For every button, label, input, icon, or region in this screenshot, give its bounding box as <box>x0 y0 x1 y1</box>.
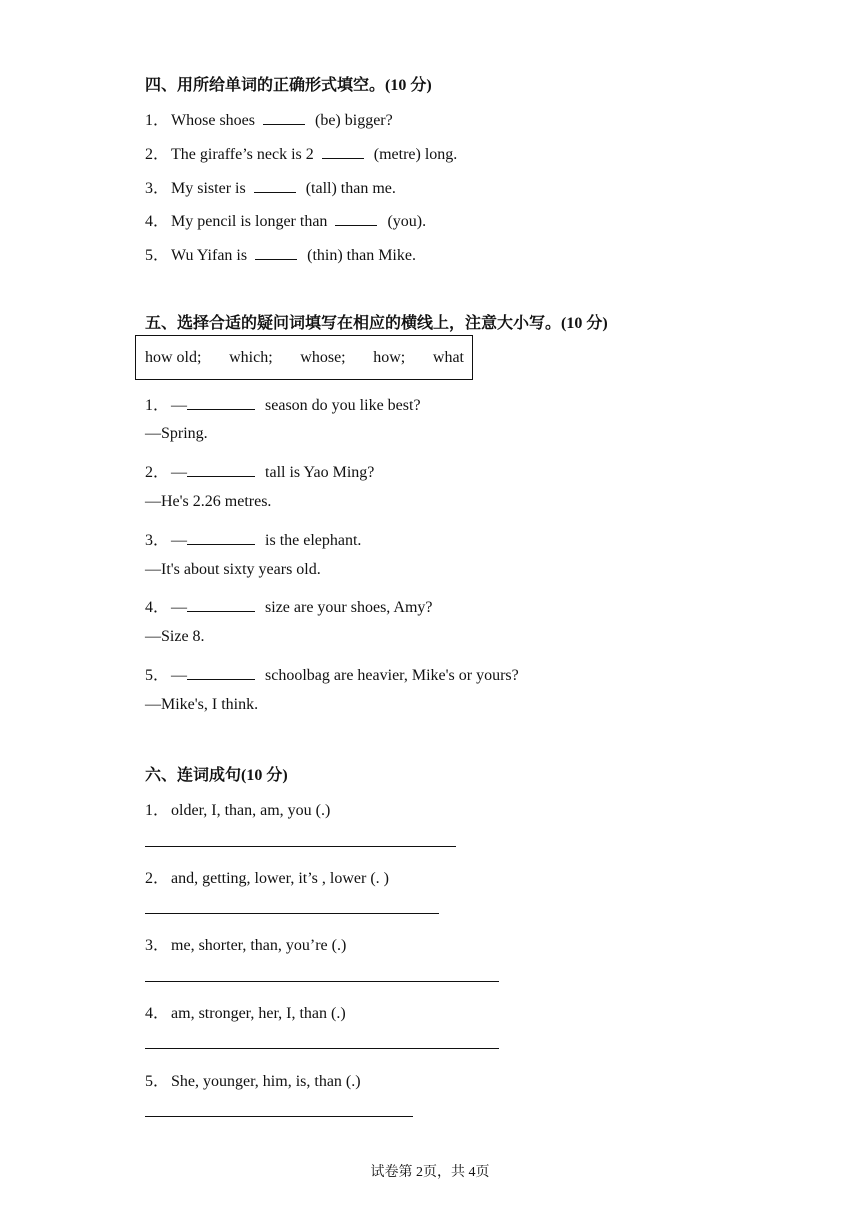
word-bank-item: how old; <box>145 348 202 366</box>
s4-question-3 <box>145 175 396 198</box>
answer-line[interactable] <box>145 981 499 982</box>
question-number: 2． <box>145 870 170 887</box>
answer-line[interactable] <box>145 1116 413 1117</box>
question-text: season do you like best? <box>265 397 421 414</box>
s5-question-1: 1． — season do you like best? <box>145 397 421 414</box>
fill-blank[interactable] <box>187 667 255 680</box>
question-text: My pencil is longer than <box>171 213 328 230</box>
question-hint: (be) bigger? <box>315 112 393 129</box>
s4-question-4 <box>145 208 426 231</box>
word-bank-item: what <box>432 348 464 366</box>
question-number: 4． <box>145 599 170 616</box>
answer-line[interactable] <box>145 846 456 847</box>
s4-question-1 <box>145 107 393 130</box>
fill-blank[interactable] <box>263 112 305 125</box>
s5-answer-1: —Spring. <box>145 425 208 442</box>
question-text: tall is Yao Ming? <box>265 464 375 481</box>
question-number: 2． <box>145 464 170 481</box>
question-number: 1． <box>145 802 170 819</box>
s4-question-5 <box>145 242 416 265</box>
section-6-title: 六、连词成句(10 分) <box>145 767 288 784</box>
s5-question-4: 4． — size are your shoes, Amy? <box>145 599 433 616</box>
s5-question-2: 2． — tall is Yao Ming? <box>145 464 375 481</box>
s6-question-1 <box>145 797 330 820</box>
question-text: The giraffe’s neck is 2 <box>171 146 314 163</box>
answer-line[interactable] <box>145 1048 499 1049</box>
question-text: My sister is <box>171 180 246 197</box>
question-text: is the elephant. <box>265 532 362 549</box>
question-text: Wu Yifan is <box>171 247 248 264</box>
s5-question-5: 5． — schoolbag are heavier, Mike's or yours? <box>145 667 519 684</box>
fill-blank[interactable] <box>187 532 255 545</box>
answer-line[interactable] <box>145 913 439 914</box>
question-text: schoolbag are heavier, Mike's or yours? <box>265 667 519 684</box>
question-words: me, shorter, than, you’re (.) <box>171 937 347 954</box>
s5-answer-2: —He's 2.26 metres. <box>145 493 272 510</box>
word-bank-item: how; <box>373 348 406 366</box>
question-number: 5． <box>145 1073 170 1090</box>
question-number: 4． <box>145 213 170 230</box>
question-words: older, I, than, am, you (.) <box>171 802 331 819</box>
s5-answer-4: —Size 8. <box>145 628 205 645</box>
fill-blank[interactable] <box>187 464 255 477</box>
question-words: She, younger, him, is, than (.) <box>171 1073 361 1090</box>
fill-blank[interactable] <box>187 599 255 612</box>
question-words: am, stronger, her, I, than (.) <box>171 1005 346 1022</box>
question-hint: (tall) than me. <box>305 180 396 197</box>
question-hint: (thin) than Mike. <box>307 247 416 264</box>
question-number: 3． <box>145 937 170 954</box>
question-text: size are your shoes, Amy? <box>265 599 433 616</box>
section-5-title: 五、选择合适的疑问词填写在相应的横线上，注意大小写。(10 分) <box>145 315 608 332</box>
question-hint: (you). <box>387 213 427 230</box>
s6-question-5 <box>145 1068 361 1091</box>
s6-question-3 <box>145 932 346 955</box>
question-number: 3． <box>145 532 170 549</box>
word-bank-item: whose; <box>300 348 346 366</box>
question-hint: (metre) long. <box>373 146 458 163</box>
word-bank-box <box>135 335 473 380</box>
question-number: 2． <box>145 146 170 163</box>
s5-question-3: 3． — is the elephant. <box>145 532 362 549</box>
question-number: 1． <box>145 112 170 129</box>
word-bank-item: which; <box>229 348 273 366</box>
question-number: 1． <box>145 397 170 414</box>
fill-blank[interactable] <box>255 247 297 260</box>
question-text: Whose shoes <box>171 112 255 129</box>
question-number: 4． <box>145 1005 170 1022</box>
s6-question-4 <box>145 1000 346 1023</box>
fill-blank[interactable] <box>335 213 377 226</box>
section-4-title: 四、用所给单词的正确形式填空。(10 分) <box>145 77 432 94</box>
s4-question-2 <box>145 141 457 164</box>
question-number: 5． <box>145 667 170 684</box>
page-footer: 试卷第 2页，共 4页 <box>370 1165 490 1180</box>
s5-answer-5: —Mike's, I think. <box>145 696 259 713</box>
question-words: and, getting, lower, it’s , lower (. ) <box>171 870 389 887</box>
fill-blank[interactable] <box>187 397 255 410</box>
question-number: 5． <box>145 247 170 264</box>
s6-question-2 <box>145 865 389 888</box>
s5-answer-3: —It's about sixty years old. <box>145 561 321 578</box>
question-number: 3． <box>145 180 170 197</box>
fill-blank[interactable] <box>254 180 296 193</box>
fill-blank[interactable] <box>322 146 364 159</box>
